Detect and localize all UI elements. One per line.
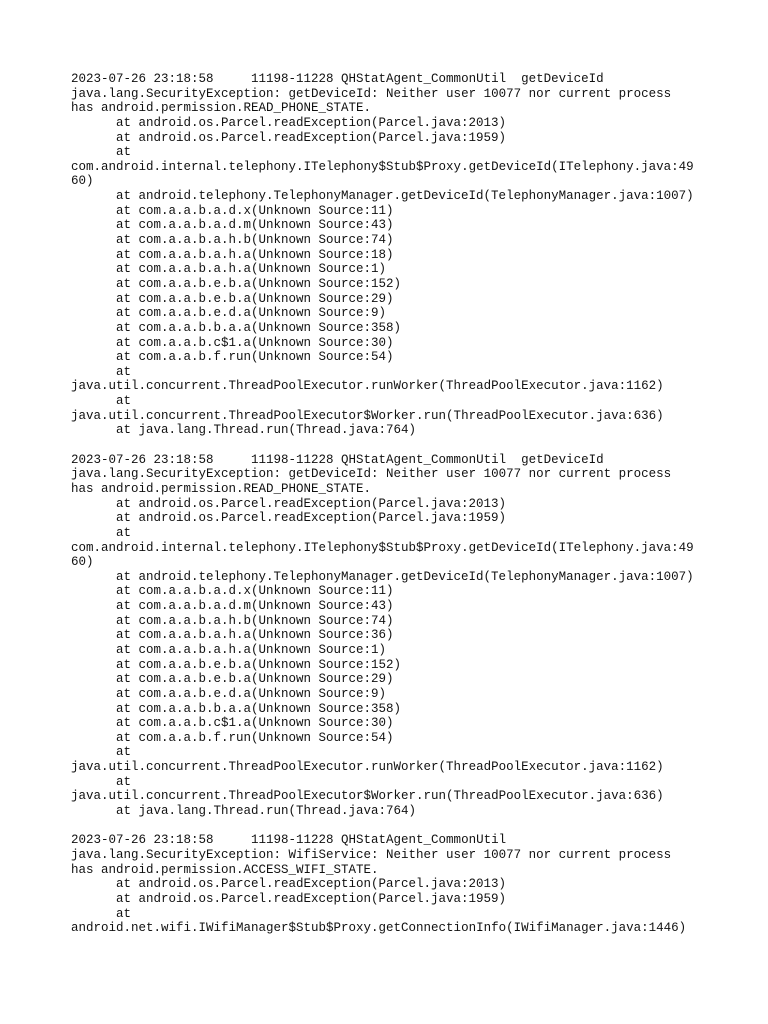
stack-trace-line: at java.lang.Thread.run(Thread.java:764) (116, 804, 417, 819)
stack-trace-line: at java.lang.Thread.run(Thread.java:764) (116, 423, 417, 438)
log-message-line: java.util.concurrent.ThreadPoolExecutor$Worker.run(ThreadPoolExecutor.java:636) (71, 789, 664, 804)
stack-trace-line: at com.a.a.b.a.d.x(Unknown Source:11) (116, 203, 394, 218)
stack-trace-line: at android.os.Parcel.readException(Parcel.java:1959) (116, 891, 507, 906)
stack-trace-line: at com.a.a.b.e.d.a(Unknown Source:9) (116, 686, 387, 701)
log-message-line: has android.permission.READ_PHONE_STATE. (71, 101, 372, 116)
stack-trace-line: at com.a.a.b.a.d.m(Unknown Source:43) (116, 599, 394, 614)
stack-trace-line: at com.a.a.b.a.h.a(Unknown Source:1) (116, 262, 387, 277)
log-message-line: has android.permission.READ_PHONE_STATE. (71, 481, 372, 496)
log-header-line: 2023-07-26 23:18:58 11198-11228 QHStatAgent_CommonUtil getDeviceId (71, 452, 604, 467)
stack-trace-line: at android.os.Parcel.readException(Parcel.java:2013) (116, 115, 507, 130)
stack-trace-line: at com.a.a.b.a.h.b(Unknown Source:74) (116, 233, 394, 248)
stack-trace-line: at (116, 145, 132, 160)
log-message-line: com.android.internal.telephony.ITelephony$Stub$Proxy.getDeviceId(ITelephony.java:49 (71, 540, 694, 555)
stack-trace-line: at com.a.a.b.e.b.a(Unknown Source:29) (116, 672, 394, 687)
stack-trace-line: at com.a.a.b.a.h.a(Unknown Source:36) (116, 628, 394, 643)
log-entry (71, 833, 761, 935)
stack-trace-line: at com.a.a.b.e.b.a(Unknown Source:29) (116, 291, 394, 306)
log-message-line: java.lang.SecurityException: getDeviceId: Neither user 10077 nor current process (71, 467, 672, 482)
log-message-line: java.util.concurrent.ThreadPoolExecutor$Worker.run(ThreadPoolExecutor.java:636) (71, 408, 664, 423)
log-message-line: has android.permission.ACCESS_WIFI_STATE. (71, 862, 379, 877)
log-header-line: 2023-07-26 23:18:58 11198-11228 QHStatAgent_CommonUtil (71, 833, 507, 848)
log-entry (71, 453, 761, 819)
stack-trace-line: at (116, 364, 132, 379)
log-message-line: 60) (71, 555, 94, 570)
stack-trace-line: at com.a.a.b.c$1.a(Unknown Source:30) (116, 716, 394, 731)
stack-trace-line: at (116, 774, 132, 789)
log-message-line: java.lang.SecurityException: getDeviceId: Neither user 10077 nor current process (71, 86, 672, 101)
log-entry (71, 72, 761, 438)
stack-trace-line: at (116, 745, 132, 760)
stack-trace-line: at com.a.a.b.a.d.x(Unknown Source:11) (116, 584, 394, 599)
log-message-line: 60) (71, 174, 94, 189)
stack-trace-line: at com.a.a.b.a.h.a(Unknown Source:1) (116, 642, 387, 657)
log-message-line: java.lang.SecurityException: WifiService: Neither user 10077 nor current process (71, 847, 672, 862)
stack-trace-line: at android.os.Parcel.readException(Parcel.java:1959) (116, 511, 507, 526)
log-header-line: 2023-07-26 23:18:58 11198-11228 QHStatAgent_CommonUtil getDeviceId (71, 72, 604, 86)
stack-trace-line: at com.a.a.b.a.h.b(Unknown Source:74) (116, 613, 394, 628)
stack-trace-line: at (116, 525, 132, 540)
stack-trace-line: at com.a.a.b.a.h.a(Unknown Source:18) (116, 247, 394, 262)
stack-trace-line: at android.telephony.TelephonyManager.getDeviceId(TelephonyManager.java:1007) (116, 189, 694, 204)
stack-trace-line: at android.os.Parcel.readException(Parcel.java:1959) (116, 130, 507, 145)
stack-trace-line: at com.a.a.b.e.d.a(Unknown Source:9) (116, 306, 387, 321)
log-message-line: android.net.wifi.IWifiManager$Stub$Proxy.getConnectionInfo(IWifiManager.java:1446) (71, 921, 687, 936)
stack-trace-line: at android.telephony.TelephonyManager.getDeviceId(TelephonyManager.java:1007) (116, 569, 694, 584)
log-document (71, 72, 761, 950)
stack-trace-line: at android.os.Parcel.readException(Parcel.java:2013) (116, 496, 507, 511)
stack-trace-line: at com.a.a.b.e.b.a(Unknown Source:152) (116, 276, 402, 291)
stack-trace-line: at android.os.Parcel.readException(Parcel.java:2013) (116, 877, 507, 892)
stack-trace-line: at com.a.a.b.a.d.m(Unknown Source:43) (116, 218, 394, 233)
stack-trace-line: at (116, 394, 132, 409)
stack-trace-line: at com.a.a.b.f.run(Unknown Source:54) (116, 730, 394, 745)
log-message-line: com.android.internal.telephony.ITelephony$Stub$Proxy.getDeviceId(ITelephony.java:49 (71, 159, 694, 174)
log-message-line: java.util.concurrent.ThreadPoolExecutor.runWorker(ThreadPoolExecutor.java:1162) (71, 760, 664, 775)
stack-trace-line: at com.a.a.b.b.a.a(Unknown Source:358) (116, 320, 402, 335)
log-message-line: java.util.concurrent.ThreadPoolExecutor.runWorker(ThreadPoolExecutor.java:1162) (71, 379, 664, 394)
stack-trace-line: at (116, 906, 132, 921)
stack-trace-line: at com.a.a.b.e.b.a(Unknown Source:152) (116, 657, 402, 672)
stack-trace-line: at com.a.a.b.f.run(Unknown Source:54) (116, 350, 394, 365)
stack-trace-line: at com.a.a.b.b.a.a(Unknown Source:358) (116, 701, 402, 716)
stack-trace-line: at com.a.a.b.c$1.a(Unknown Source:30) (116, 335, 394, 350)
